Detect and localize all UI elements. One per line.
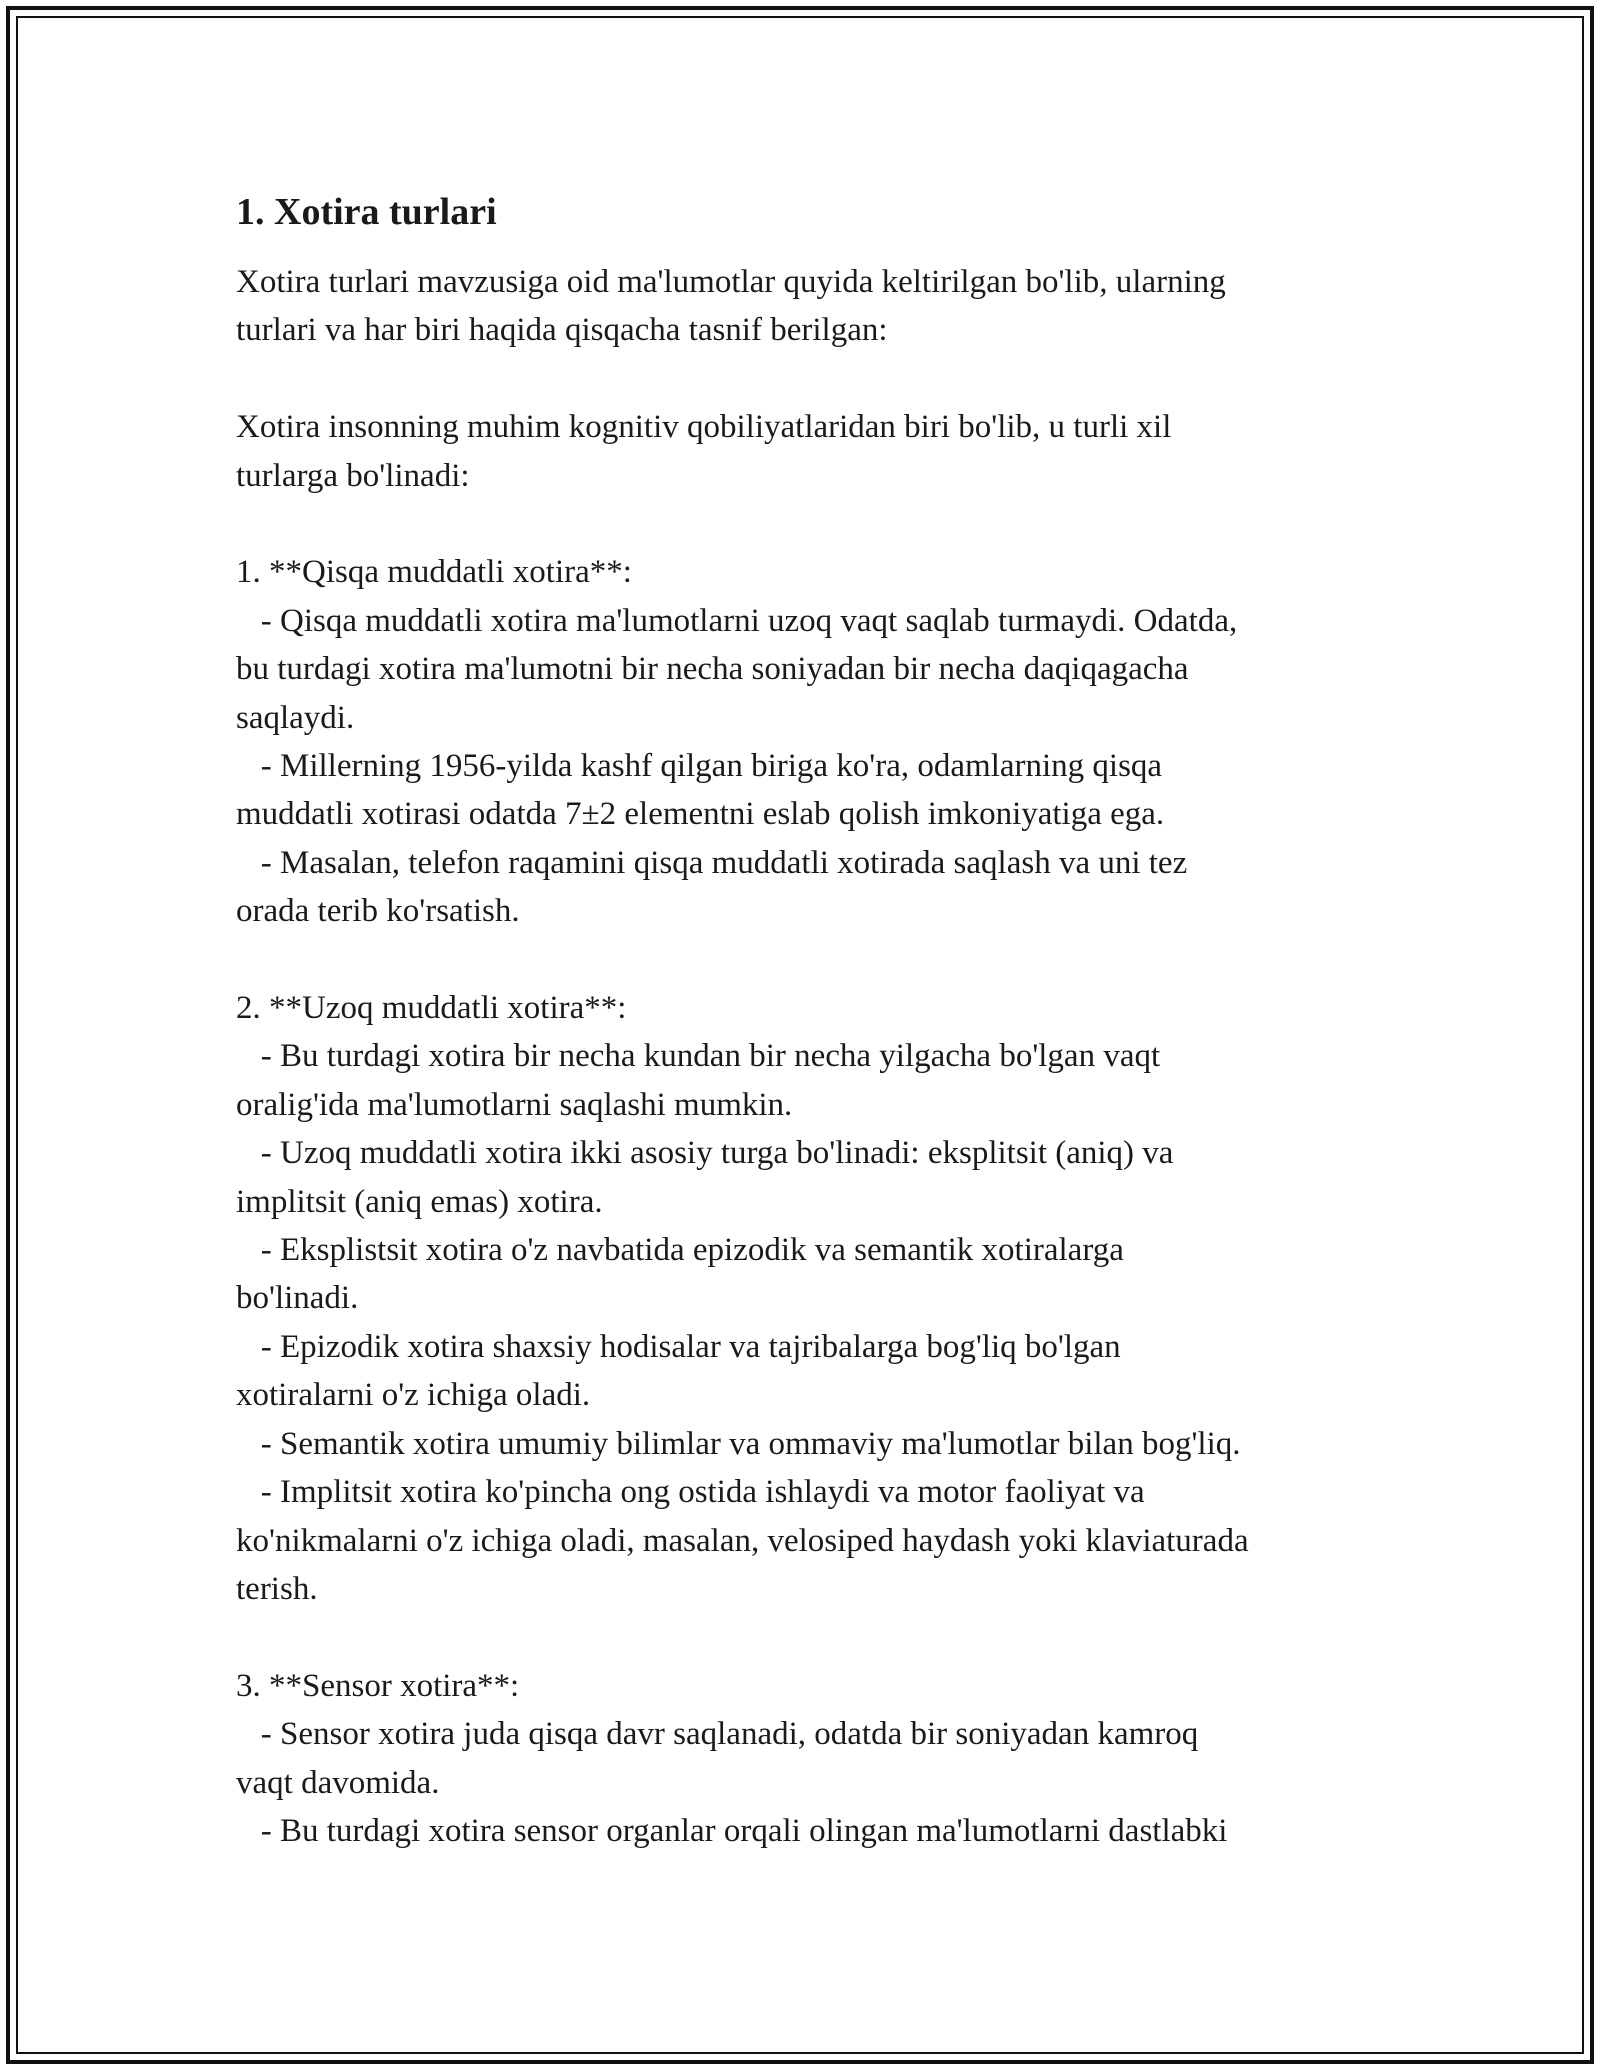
section-heading: 3. **Sensor xotira**: xyxy=(236,1667,520,1704)
text-line: implitsit (aniq emas) xotira. xyxy=(236,1183,603,1220)
text-line: - Masalan, telefon raqamini qisqa muddatli xotirada saqlash va uni tez xyxy=(236,844,1188,881)
text-line: - Semantik xotira umumiy bilimlar va ommaviy ma'lumotlar bilan bog'liq. xyxy=(236,1425,1241,1462)
section-short-term-memory xyxy=(236,548,1386,935)
text-line: Xotira insonning muhim kognitiv qobiliyatlaridan biri bo'lib, u turli xil xyxy=(236,409,1172,446)
section-heading: 1. **Qisqa muddatli xotira**: xyxy=(236,554,632,591)
paragraph-gap xyxy=(236,1613,1386,1661)
text-line: - Bu turdagi xotira bir necha kundan bir necha yilgacha bo'lgan vaqt xyxy=(236,1038,1161,1075)
text-line: - Bu turdagi xotira sensor organlar orqali olingan ma'lumotlarni dastlabki xyxy=(236,1812,1228,1849)
paragraph-gap xyxy=(236,355,1386,403)
text-line: oralig'ida ma'lumotlarni saqlashi mumkin. xyxy=(236,1086,793,1123)
text-line: terish. xyxy=(236,1570,318,1607)
overview-paragraph xyxy=(236,403,1386,500)
text-line: - Uzoq muddatli xotira ikki asosiy turga bo'linadi: eksplitsit (aniq) va xyxy=(236,1135,1174,1172)
paragraph-gap xyxy=(236,500,1386,548)
intro-paragraph xyxy=(236,258,1386,355)
text-line: - Qisqa muddatli xotira ma'lumotlarni uzoq vaqt saqlab turmaydi. Odatda, xyxy=(236,602,1238,639)
text-line: ko'nikmalarni o'z ichiga oladi, masalan, velosiped haydash yoki klaviaturada xyxy=(236,1522,1249,1559)
text-line: bo'linadi. xyxy=(236,1280,359,1317)
document-title: 1. Xotira turlari xyxy=(236,191,497,233)
text-line: - Eksplistsit xotira o'z navbatida epizodik va semantik xotiralarga xyxy=(236,1232,1124,1269)
text-line: Xotira turlari mavzusiga oid ma'lumotlar quyida keltirilgan bo'lib, ularning xyxy=(236,264,1226,300)
paragraph-gap xyxy=(236,936,1386,984)
text-line: xotiralarni o'z ichiga oladi. xyxy=(236,1377,591,1414)
section-sensory-memory xyxy=(236,1662,1386,1856)
text-line: - Epizodik xotira shaxsiy hodisalar va tajribalarga bog'liq bo'lgan xyxy=(236,1328,1121,1365)
text-line: - Sensor xotira juda qisqa davr saqlanadi, odatda bir soniyadan kamroq xyxy=(236,1716,1199,1753)
text-line: orada terib ko'rsatish. xyxy=(236,893,520,930)
text-line: saqlaydi. xyxy=(236,699,355,736)
text-line: turlari va har biri haqida qisqacha tasnif berilgan: xyxy=(236,312,888,349)
text-line: turlarga bo'linadi: xyxy=(236,457,470,494)
text-line: - Implitsit xotira ko'pincha ong ostida ishlaydi va motor faoliyat va xyxy=(236,1474,1145,1511)
text-line: - Millerning 1956-yilda kashf qilgan biriga ko'ra, odamlarning qisqa xyxy=(236,748,1163,785)
text-line: muddatli xotirasi odatda 7±2 elementni eslab qolish imkoniyatiga ega. xyxy=(236,796,1165,833)
document-body xyxy=(236,186,1386,1855)
section-long-term-memory xyxy=(236,984,1386,1613)
section-heading: 2. **Uzoq muddatli xotira**: xyxy=(236,990,627,1027)
text-line: bu turdagi xotira ma'lumotni bir necha soniyadan bir necha daqiqagacha xyxy=(236,651,1189,688)
text-line: vaqt davomida. xyxy=(236,1764,440,1801)
